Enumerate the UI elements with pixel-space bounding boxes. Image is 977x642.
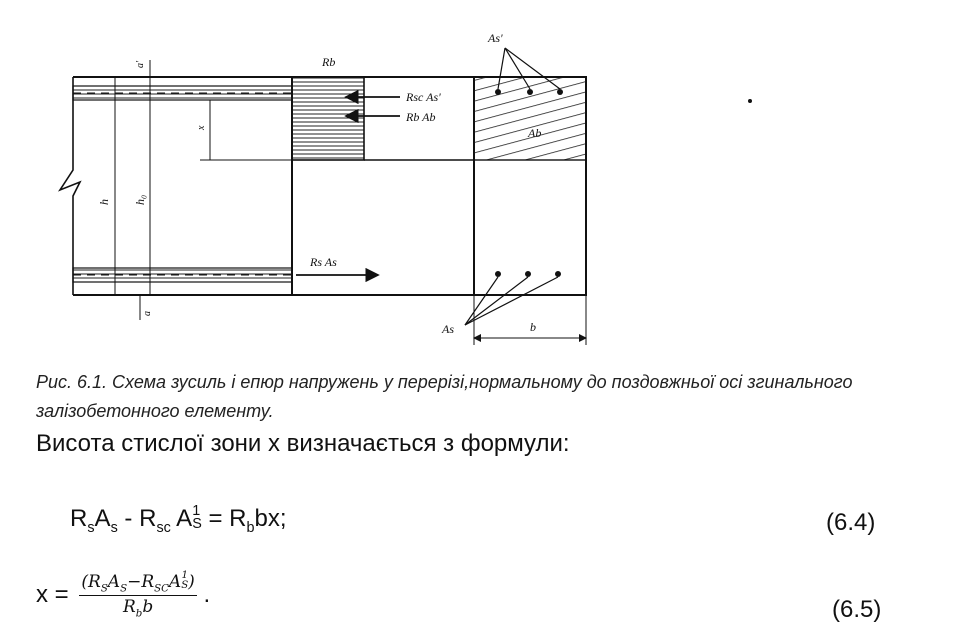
fraction: [79, 572, 196, 620]
label-as: As: [442, 322, 454, 336]
equation-number-6-5: (6.5): [832, 596, 882, 623]
beam-elevation: [60, 60, 292, 320]
intro-text: Висота стислої зони x визначається з формули:: [36, 430, 570, 457]
equation-6-4: $R_sA_s - R_{sc}$ A 1 S = $R_bbx$;: [70, 502, 287, 536]
label-rs-as: Rs As: [310, 255, 337, 269]
fraction-denominator: $R_bb$: [122, 597, 154, 620]
label-ab: Ab: [528, 126, 542, 140]
fraction-numerator: ($R_SA_S-R_{SC}A$ 1 S ): [81, 570, 195, 595]
label-rb: Rb: [322, 55, 336, 69]
label-as-prime: As': [488, 31, 503, 45]
label-x: x: [196, 125, 207, 130]
label-a: a: [142, 311, 153, 316]
label-b: b: [530, 320, 536, 334]
label-rsc-as: Rsc As': [406, 90, 441, 104]
label-h: h: [97, 199, 111, 205]
label-a-prime: a': [135, 60, 146, 68]
equation-number-6-4: (6.4): [826, 509, 876, 536]
figure-caption: Рис. 6.1. Схема зусиль і епюр напружень у перерізі,нормальному до поздовжньої осі згинального залізобетонного елементу.: [36, 372, 853, 421]
label-rb-ab: Rb Ab: [406, 110, 436, 124]
stray-dot: [748, 99, 752, 103]
equation-6-5: x = ($R_SA_S-R_{SC}A$ 1 S ) $R_bb$ .: [36, 570, 211, 620]
cross-section: [465, 48, 586, 345]
label-h0: h₀: [133, 194, 147, 205]
